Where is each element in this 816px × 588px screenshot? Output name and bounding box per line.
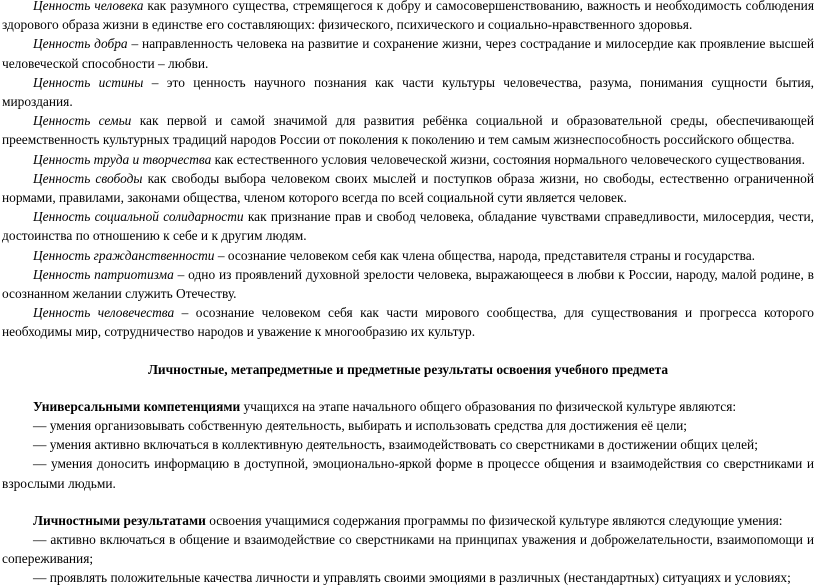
value-lead: Ценность семьи bbox=[33, 113, 132, 129]
value-paragraph bbox=[2, 169, 814, 207]
value-lead: Ценность социальной солидарности bbox=[33, 209, 244, 225]
universal-bold: Универсальными компетенциями bbox=[33, 398, 241, 414]
list-item: — умения организовывать собственную деятельность, выбирать и использовать средства для достижения её цели; bbox=[33, 418, 688, 434]
value-paragraph bbox=[2, 73, 814, 111]
value-text: как признание прав и свобод человека, обладание чувствами справедливости, милосердия, чести, достоинства по отношению к себе и к другим людям. bbox=[2, 209, 814, 244]
value-paragraph bbox=[2, 150, 814, 169]
value-paragraph bbox=[2, 265, 814, 303]
value-lead: Ценность гражданственности bbox=[33, 247, 215, 263]
list-item: — умения активно включаться в коллективную деятельность, взаимодействовать со сверстниками в достижении общих целей; bbox=[33, 437, 758, 453]
personal-text: освоения учащимися содержания программы по физической культуре являются следующие умения: bbox=[205, 512, 783, 528]
value-paragraph bbox=[2, 0, 814, 34]
document-body bbox=[2, 0, 814, 588]
value-lead: Ценность труда и творчества bbox=[33, 151, 212, 167]
value-lead: Ценность человечества bbox=[33, 305, 175, 321]
value-text: как естественного условия человеческой жизни, состояния нормального человеческого существования. bbox=[211, 151, 805, 167]
value-text: – осознание человеком себя как части мирового сообщества, для существования и прогресса которого необходимы мир, сотрудничество народов и уважение к многообразию их культур. bbox=[2, 305, 814, 340]
list-item: — активно включаться в общение и взаимодействие со сверстниками на принципах уважения и доброжелательности, взаимопомощи и сопереживания; bbox=[2, 532, 814, 567]
value-paragraph bbox=[2, 111, 814, 149]
value-paragraph bbox=[2, 303, 814, 341]
value-lead: Ценность истины bbox=[33, 74, 144, 90]
personal-bold: Личностными результатами bbox=[33, 512, 206, 528]
value-text: – направленность человека на развитие и сохранение жизни, через сострадание и милосердие как проявление высшей человеческой способности – любви. bbox=[2, 36, 814, 71]
universal-text: учащихся на этапе начального общего образования по физической культуре являются: bbox=[240, 398, 737, 414]
value-paragraph bbox=[2, 207, 814, 245]
list-item: — проявлять положительные качества личности и управлять своими эмоциями в различных (нестандартных) ситуациях и условиях; bbox=[33, 570, 791, 586]
value-lead: Ценность патриотизма bbox=[33, 266, 174, 282]
spacer bbox=[2, 493, 814, 511]
value-text: – это ценность научного познания как части культуры человечества, разума, понимания сущности бытия, мироздания. bbox=[2, 74, 815, 110]
value-text: – осознание человеком себя как члена общества, народа, представителя страны и государства. bbox=[214, 247, 756, 263]
value-paragraph bbox=[2, 246, 814, 265]
value-text: как первой и самой значимой для развития ребёнка социальной и образовательной среды, обеспечивающей преемственность культурных традиций народов России от поколения к поколению и тем самым жизнеспособность российского общества. bbox=[2, 113, 814, 148]
personal-intro bbox=[2, 511, 814, 530]
value-lead: Ценность свободы bbox=[33, 170, 143, 186]
value-text: как свободы выбора человеком своих мыслей и поступков образа жизни, но свободы, естественно ограниченной нормами, правилами, законами общества, членом которого всегда по всей социальной сути является человек. bbox=[2, 170, 814, 206]
list-item: — умения доносить информацию в доступной, эмоционально-яркой форме в процессе общения и взаимодействия со сверстниками и взрослыми людьми. bbox=[2, 456, 814, 491]
value-lead: Ценность добра bbox=[33, 36, 128, 52]
value-text: как разумного существа, стремящегося к добру и самосовершенствованию, важность и необходимость соблюдения здорового образа жизни в единстве его составляющих: физического, психического и социально-нравственного здоровья. bbox=[2, 0, 814, 33]
value-lead: Ценность человека bbox=[33, 0, 144, 13]
value-text: – одно из проявлений духовной зрелости человека, выражающееся в любви к России, народу, малой родине, в осознанном желании служить Отечеству. bbox=[2, 266, 814, 302]
section-heading: Личностные, метапредметные и предметные результаты освоения учебного предмета bbox=[147, 361, 669, 377]
value-paragraph bbox=[2, 34, 814, 72]
universal-intro bbox=[2, 397, 814, 416]
